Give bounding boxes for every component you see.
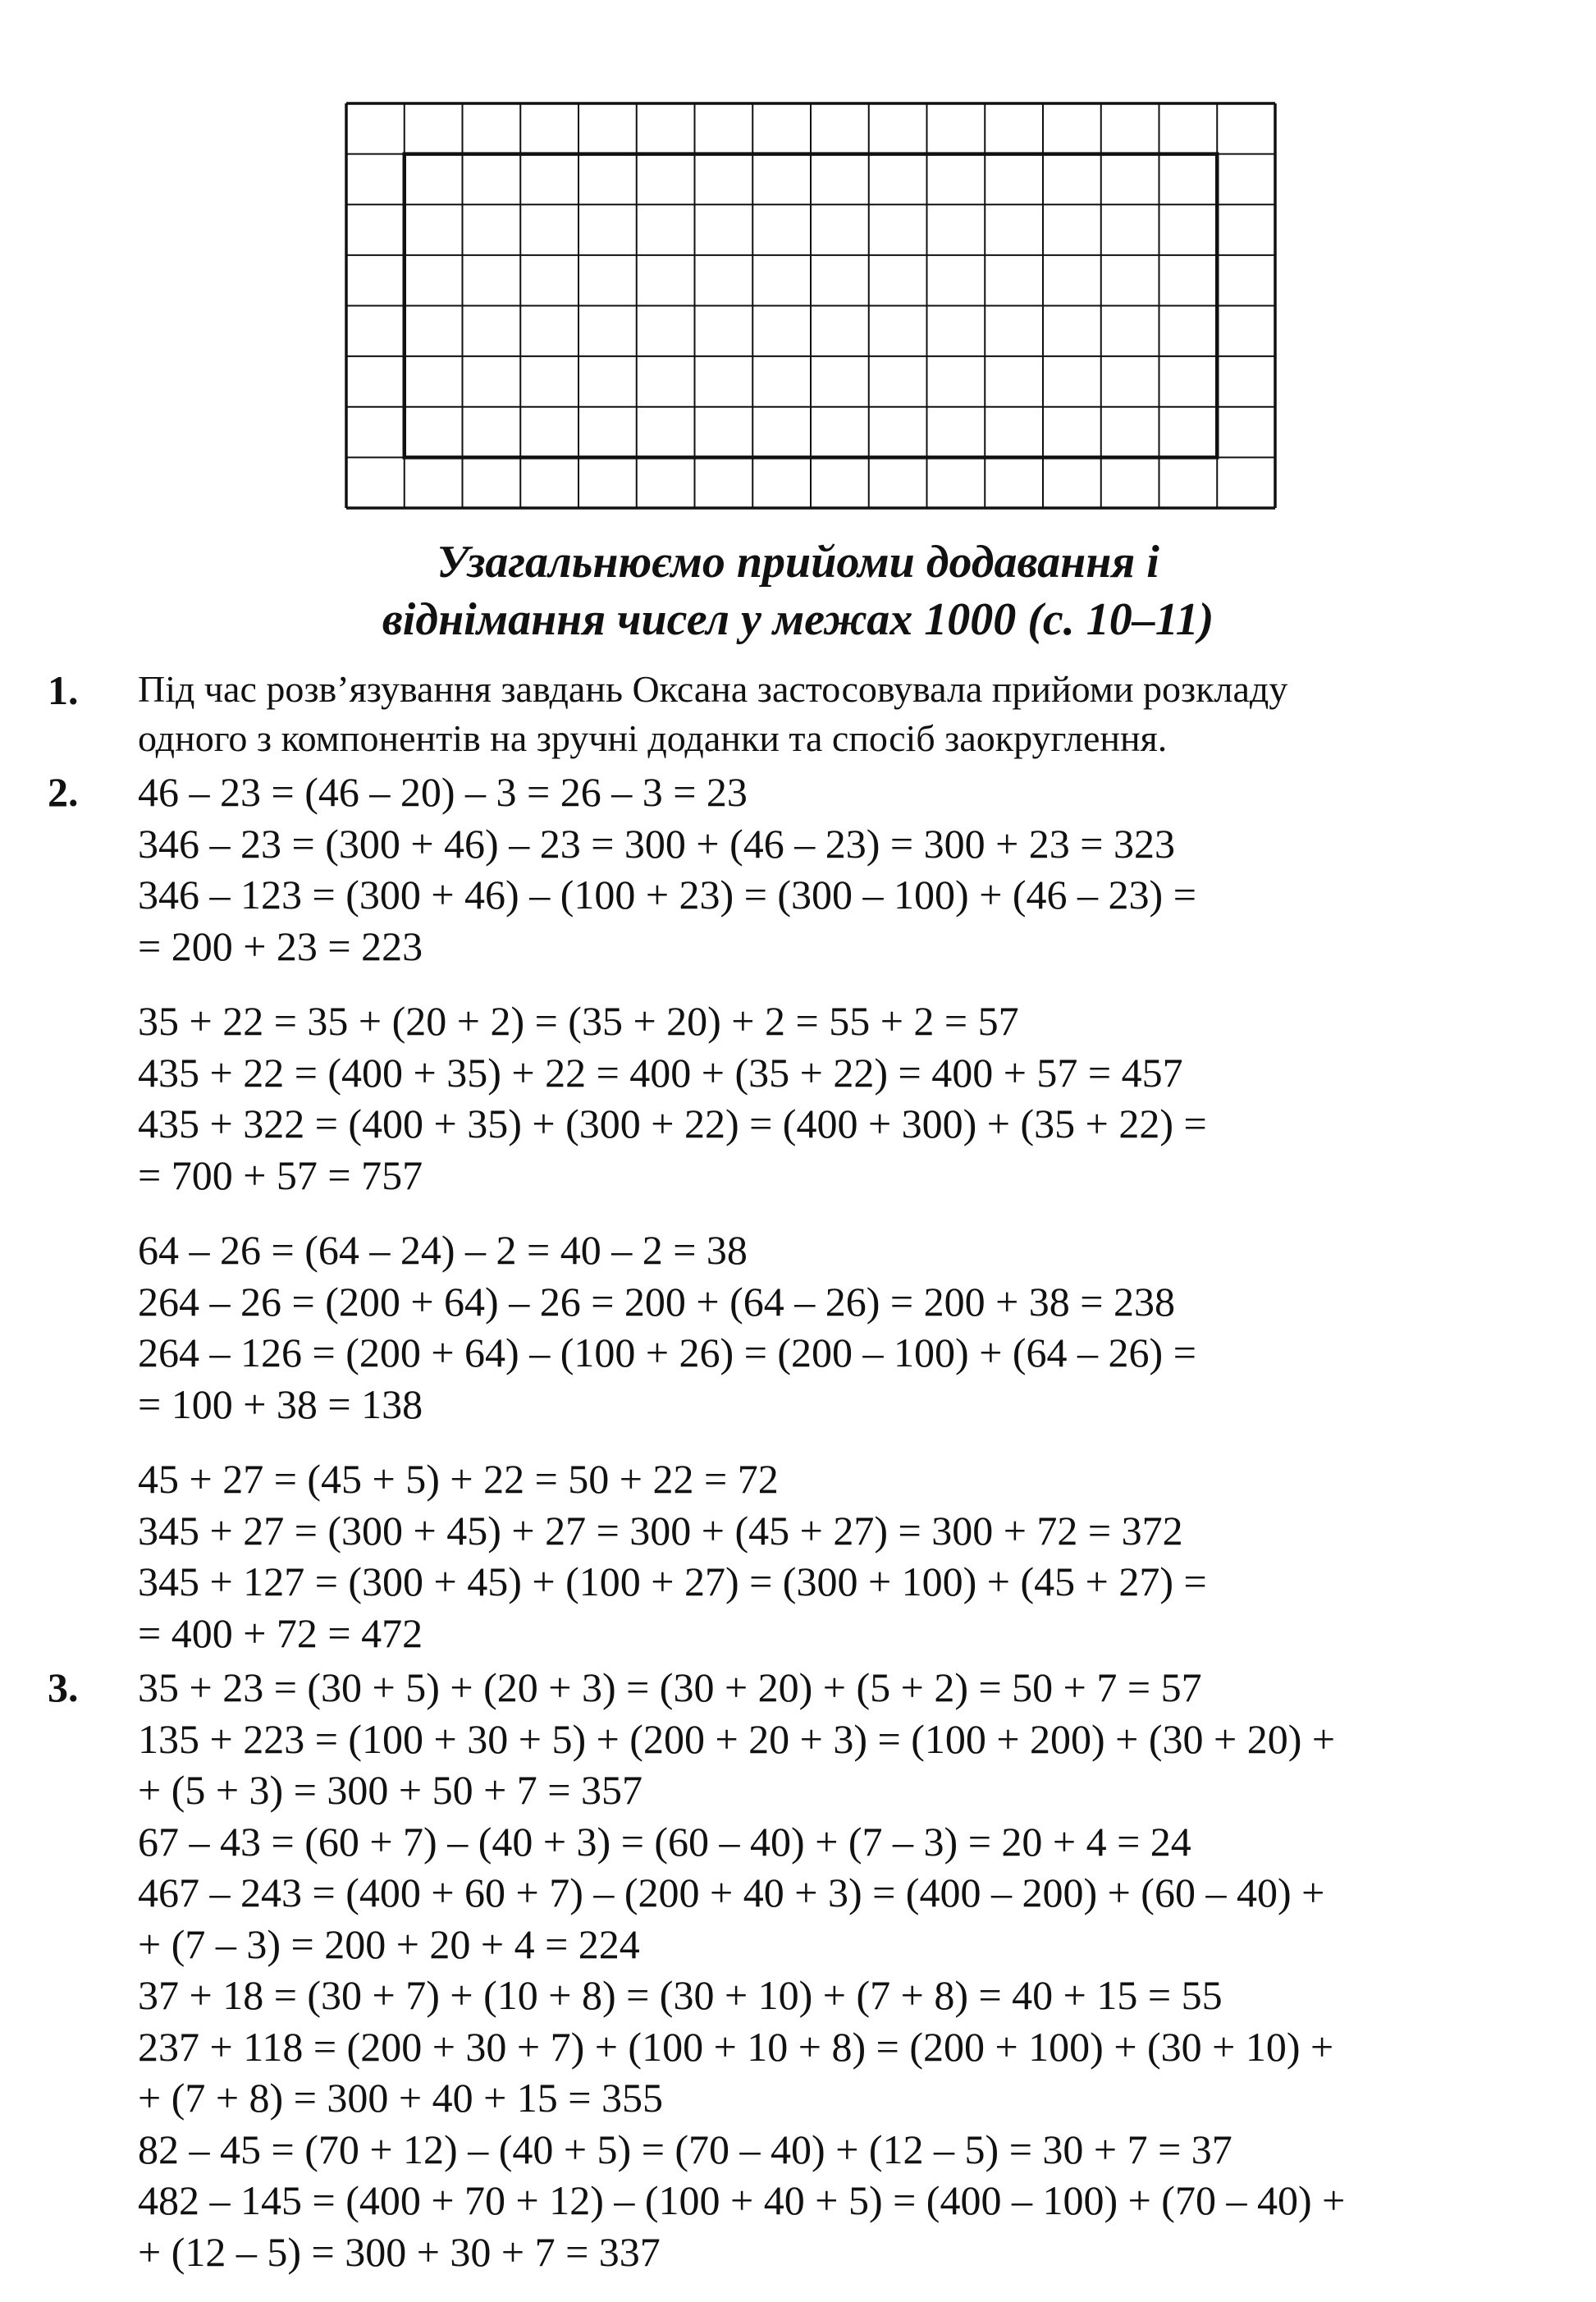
section-title-line-2: віднімання чисел у межах 1000 (с. 10–11) bbox=[382, 594, 1214, 645]
text-line: 264 – 26 = (200 + 64) – 26 = 200 + (64 – 26) = 200 + 38 = 238 bbox=[138, 1278, 1175, 1325]
text-line: Під час розв’язування завдань Оксана застосовувала прийоми розкладу bbox=[138, 668, 1288, 710]
text-line: 345 + 127 = (300 + 45) + (100 + 27) = (300 + 100) + (45 + 27) = bbox=[138, 1558, 1207, 1604]
equation-group bbox=[138, 665, 1596, 763]
task-number: 3. bbox=[48, 1664, 79, 1710]
text-line: + (7 – 3) = 200 + 20 + 4 = 224 bbox=[138, 1920, 640, 1967]
text-line: 435 + 322 = (400 + 35) + (300 + 22) = (400 + 300) + (35 + 22) = bbox=[138, 1101, 1207, 1146]
task-body bbox=[138, 1662, 1596, 2277]
text-line: 482 – 145 = (400 + 70 + 12) – (100 + 40 + 5) = (400 – 100) + (70 – 40) + bbox=[138, 2177, 1346, 2223]
text-line: = 700 + 57 = 757 bbox=[138, 1151, 423, 1198]
task-body bbox=[138, 665, 1596, 763]
text-line: 346 – 23 = (300 + 46) – 23 = 300 + (46 – 23) = 300 + 23 = 323 bbox=[138, 820, 1175, 867]
text-line: 82 – 45 = (70 + 12) – (40 + 5) = (70 – 40) + (12 – 5) = 30 + 7 = 37 bbox=[138, 2126, 1232, 2172]
task-2 bbox=[0, 767, 1596, 1659]
text-line: 35 + 22 = 35 + (20 + 2) = (35 + 20) + 2 = 55 + 2 = 57 bbox=[138, 998, 1019, 1044]
text-line: = 400 + 72 = 472 bbox=[138, 1609, 423, 1656]
task-number: 1. bbox=[48, 667, 79, 713]
task-number: 2. bbox=[48, 769, 79, 815]
equation-group bbox=[138, 1224, 1596, 1430]
text-line: 346 – 123 = (300 + 46) – (100 + 23) = (300 – 100) + (46 – 23) = bbox=[138, 872, 1196, 918]
text-line: одного з компонентів на зручні доданки та спосіб заокруглення. bbox=[138, 717, 1168, 759]
equation-group bbox=[138, 767, 1596, 972]
text-line: = 100 + 38 = 138 bbox=[138, 1380, 423, 1427]
text-line: 237 + 118 = (200 + 30 + 7) + (100 + 10 + 8) = (200 + 100) + (30 + 10) + bbox=[138, 2023, 1334, 2070]
text-line: + (7 + 8) = 300 + 40 + 15 = 355 bbox=[138, 2075, 663, 2121]
task-1 bbox=[0, 665, 1596, 763]
text-line: 35 + 23 = (30 + 5) + (20 + 3) = (30 + 20) + (5 + 2) = 50 + 7 = 57 bbox=[138, 1664, 1202, 1710]
text-line: + (5 + 3) = 300 + 50 + 7 = 357 bbox=[138, 1767, 643, 1813]
text-line: 135 + 223 = (100 + 30 + 5) + (200 + 20 + 3) = (100 + 200) + (30 + 20) + bbox=[138, 1715, 1336, 1762]
task-body bbox=[138, 767, 1596, 1659]
equation-group bbox=[138, 1662, 1596, 2277]
squared-grid bbox=[345, 102, 1277, 510]
text-line: = 200 + 23 = 223 bbox=[138, 922, 423, 969]
text-line: + (12 – 5) = 300 + 30 + 7 = 337 bbox=[138, 2228, 661, 2275]
text-line: 264 – 126 = (200 + 64) – (100 + 26) = (200 – 100) + (64 – 26) = bbox=[138, 1329, 1196, 1375]
tasks-content bbox=[0, 665, 1596, 2281]
grid-drawing bbox=[345, 102, 1277, 510]
section-title-line-1: Узагальнюємо прийоми додавання і bbox=[437, 537, 1159, 588]
text-line: 345 + 27 = (300 + 45) + 27 = 300 + (45 + 27) = 300 + 72 = 372 bbox=[138, 1507, 1183, 1554]
equation-group bbox=[138, 995, 1596, 1201]
text-line: 46 – 23 = (46 – 20) – 3 = 26 – 3 = 23 bbox=[138, 769, 748, 815]
text-line: 67 – 43 = (60 + 7) – (40 + 3) = (60 – 40) + (7 – 3) = 20 + 4 = 24 bbox=[138, 1818, 1191, 1865]
equation-group bbox=[138, 1453, 1596, 1659]
text-line: 37 + 18 = (30 + 7) + (10 + 8) = (30 + 10) + (7 + 8) = 40 + 15 = 55 bbox=[138, 1972, 1223, 2018]
text-line: 64 – 26 = (64 – 24) – 2 = 40 – 2 = 38 bbox=[138, 1227, 748, 1273]
task-3 bbox=[0, 1662, 1596, 2277]
text-line: 435 + 22 = (400 + 35) + 22 = 400 + (35 + 22) = 400 + 57 = 457 bbox=[138, 1049, 1183, 1096]
text-line: 45 + 27 = (45 + 5) + 22 = 50 + 22 = 72 bbox=[138, 1456, 779, 1502]
text-line: 467 – 243 = (400 + 60 + 7) – (200 + 40 + 3) = (400 – 200) + (60 – 40) + bbox=[138, 1870, 1325, 1915]
